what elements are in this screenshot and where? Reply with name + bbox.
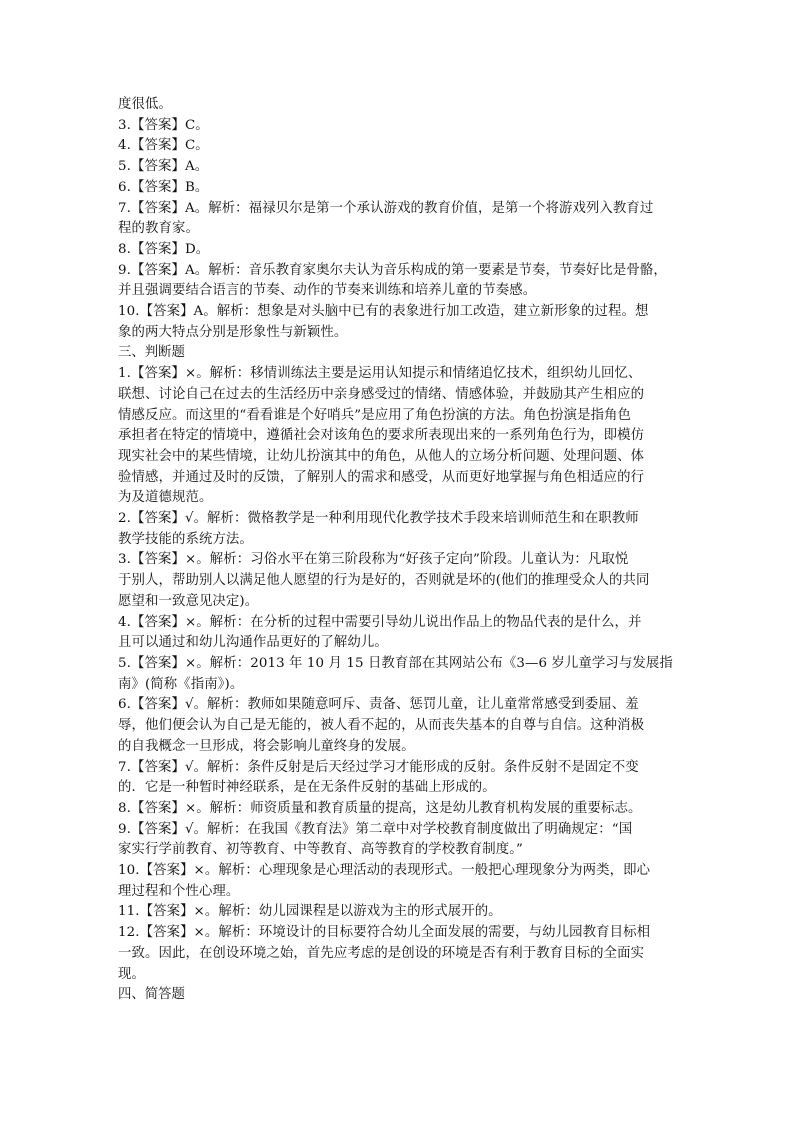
document-page [118,95,683,1006]
text-line: 理过程和个性心理。 [118,883,240,899]
answer-line: 3.【答案】C。 [118,117,209,133]
answer-line: 5.【答案】×。解析：2013 年 10 月 15 日教育部在其网站公布《3—6 岁儿童学习与发展指 [118,655,673,671]
text-line: 南》(简称《指南》)。 [118,676,244,692]
text-line: 于别人，帮助别人以满足他人愿望的行为是好的，否则就是坏的(他们的推理受众人的共同 [118,573,650,589]
text-line: 现实社会中的某些情境，让幼儿扮演其中的角色，从他人的立场分析问题、处理问题、体 [118,448,645,464]
text-line: 辱，他们便会认为自己是无能的，被人看不起的，从而丧失基本的自尊与自信。这种消极 [118,718,645,734]
text-line: 为及道德规范。 [118,490,213,506]
answer-line: 6.【答案】√。解析：教师如果随意呵斥、责备、惩罚儿童，让儿童常常感受到委屈、羞 [118,697,639,713]
answer-line: 7.【答案】A。解析：福禄贝尔是第一个承认游戏的教育价值，是第一个将游戏列入教育过 [118,200,654,216]
text-line: 承担者在特定的情境中，遵循社会对该角色的要求所表现出来的一系列角色行为，即模仿 [118,428,645,444]
answer-line: 9.【答案】A。解析：音乐教育家奥尔夫认为音乐构成的第一要素是节奏，节奏好比是骨骼， [118,262,667,278]
text-line: 的．它是一种暂时神经联系，是在无条件反射的基础上形成的。 [118,780,496,796]
answer-line: 8.【答案】×。解析：师资质量和教育质量的提高，这是幼儿教育机构发展的重要标志。 [118,800,642,816]
answer-line: 6.【答案】B。 [118,179,209,195]
text-line: 程的教育家。 [118,221,199,237]
text-line: 象的两大特点分别是形象性与新颖性。 [118,324,348,340]
answer-line: 4.【答案】×。解析：在分析的过程中需要引导幼儿说出作品上的物品代表的是什么，并 [118,614,642,630]
answer-line: 5.【答案】A。 [118,159,209,175]
text-line: 并且强调要结合语言的节奏、动作的节奏来训练和培养儿童的节奏感。 [118,283,537,299]
text-line: 一致。因此，在创设环境之始，首先应考虑的是创设的环境是否有利于教育目标的全面实 [118,945,645,961]
text-line: 情感反应。而这里的“看看谁是个好哨兵”是应用了角色扮演的方法。角色扮演是指角色 [118,407,632,423]
section-heading: 三、判断题 [118,345,185,361]
answer-line: 1.【答案】×。解析：移情训练法主要是运用认知提示和情绪追忆技术，组织幼儿回忆、 [118,366,642,382]
answer-line: 10.【答案】A。解析：想象是对头脑中已有的表象进行加工改造，建立新形象的过程。想 [118,304,649,320]
answer-line: 10.【答案】×。解析：心理现象是心理活动的表现形式。一般把心理现象分为两类，即心 [118,863,651,879]
text-line: 度很低。 [118,97,172,112]
text-line: 家实行学前教育、初等教育、中等教育、高等教育的学校教育制度。” [118,842,523,858]
answer-line: 11.【答案】×。解析：幼儿园课程是以游戏为主的形式展开的。 [118,904,502,920]
answer-line: 9.【答案】√。解析：在我国《教育法》第二章中对学校教育制度做出了明确规定：“国 [118,821,633,837]
text-line: 联想、讨论自己在过去的生活经历中亲身感受过的情绪、情感体验，并鼓励其产生相应的 [118,386,645,402]
answer-line: 4.【答案】C。 [118,138,209,154]
answer-line: 3.【答案】×。解析：习俗水平在第三阶段称为“好孩子定向”阶段。儿童认为：凡取悦 [118,552,629,568]
text-line: 且可以通过和幼儿沟通作品更好的了解幼儿。 [118,635,388,651]
text-line: 现。 [118,966,145,982]
answer-line: 12.【答案】×。解析：环境设计的目标要符合幼儿全面发展的需要，与幼儿园教育目标相 [118,925,651,941]
text-line: 愿望和一致意见决定)。 [118,593,259,609]
section-heading: 四、简答题 [118,987,185,1003]
text-line: 验情感，并通过及时的反馈，了解别人的需求和感受，从而更好地掌握与角色相适应的行 [118,469,645,485]
text-line: 的自我概念一旦形成，将会影响儿童终身的发展。 [118,738,415,754]
text-line: 教学技能的系统方法。 [118,531,253,547]
answer-line: 7.【答案】√。解析：条件反射是后天经过学习才能形成的反射。条件反射不是固定不变 [118,759,639,775]
answer-line: 2.【答案】√。解析：微格教学是一种利用现代化教学技术手段来培训师范生和在职教师 [118,511,639,527]
answer-line: 8.【答案】D。 [118,241,210,257]
